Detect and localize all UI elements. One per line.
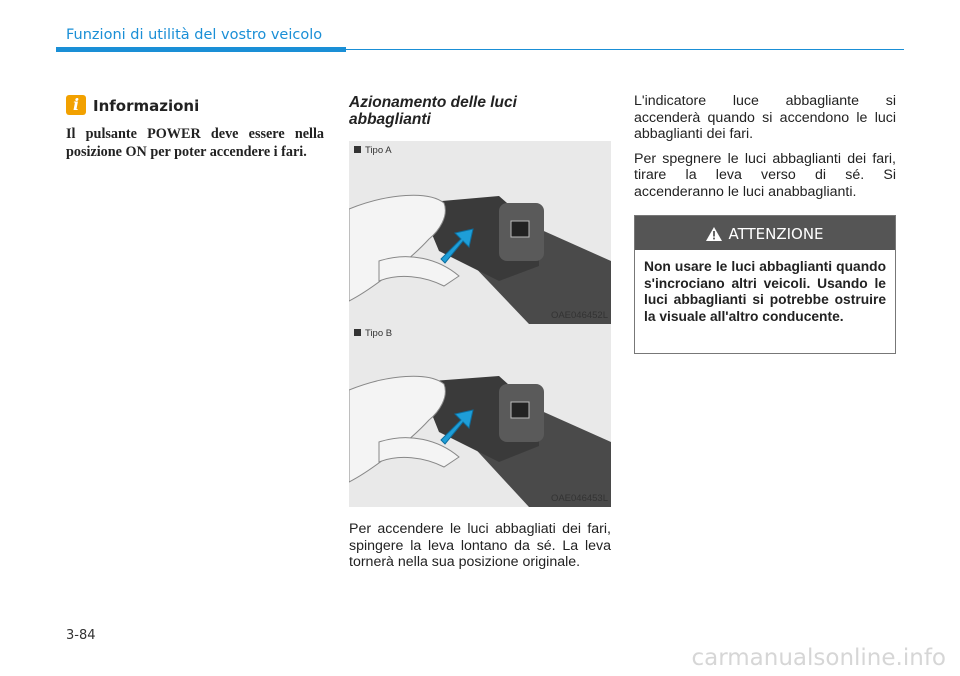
figure-label: Tipo B (354, 328, 392, 339)
header-rule-thick (56, 47, 346, 52)
section-title: Azionamento delle luci abbaglianti (349, 94, 517, 128)
lever-illustration-b (349, 324, 611, 507)
running-header: Funzioni di utilità del vostro veicolo (66, 27, 323, 43)
figure-tipo-a (349, 141, 611, 324)
switch-off-paragraph: Per spegnere le luci abbaglianti dei fari, tirare la leva verso di sé. Si accenderanno le luci anabbaglianti. (634, 150, 896, 200)
page-number: 3-84 (66, 628, 96, 643)
figure-code: OAE046453L (550, 493, 608, 504)
info-text: Il pulsante POWER deve essere nella posizione ON per poter accendere i fari. (66, 126, 324, 160)
header-rule-thin (346, 49, 904, 50)
warning-triangle-icon (706, 227, 722, 241)
col3-text-block (634, 93, 896, 208)
lever-illustration-a (349, 141, 611, 324)
watermark: carmanualsonline.info (691, 645, 946, 671)
caution-title: ATTENZIONE (728, 225, 824, 243)
figure-label: Tipo A (354, 145, 392, 156)
figure-tipo-b (349, 324, 611, 507)
instruction-paragraph: Per accendere le luci abbagliati dei fari, spingere la leva lontano da sé. La leva tornerà nella sua posizione originale. (349, 521, 611, 570)
indicator-paragraph: L'indicatore luce abbagliante si accenderà quando si accendono le luci abbaglianti dei fari. (634, 93, 896, 142)
col2-text-block (349, 521, 611, 571)
figure-code: OAE046452L (550, 310, 608, 321)
info-title: Informazioni (93, 97, 200, 115)
caution-box (634, 215, 896, 354)
caution-text: Non usare le luci abbaglianti quando s'incrociano altri veicoli. Usando le luci abbaglianti si potrebbe ostruire la visuale all'altro conducente. (644, 259, 886, 324)
caution-header (635, 216, 895, 250)
info-icon: i (66, 95, 86, 115)
